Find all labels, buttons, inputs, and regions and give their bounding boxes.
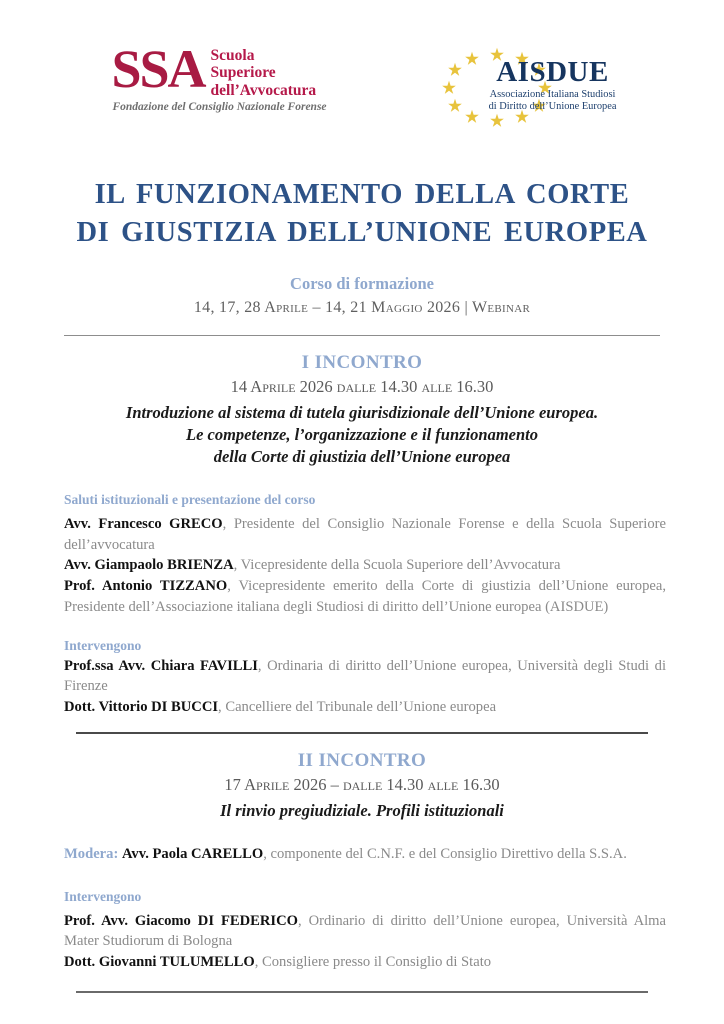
meeting-1-topic-line-1: Introduzione al sistema di tutela giurisdizionale dell’Unione europea.	[125, 402, 599, 422]
person-name: Prof. Avv. Giacomo DI FEDERICO	[64, 912, 298, 929]
ssa-word-line-3: dell’Avvocatura	[210, 81, 317, 99]
page-title-line-2: DI GIUSTIZIA DELL’UNIONE EUROPEA	[76, 216, 648, 248]
ssa-word-line-2: Superiore	[210, 64, 276, 82]
logo-header	[0, 0, 724, 132]
meeting-1-topic	[0, 402, 724, 468]
person-name: Prof. Antonio TIZZANO	[64, 578, 228, 595]
moderator-role: , componente del C.N.F. e del Consiglio Direttivo della S.S.A.	[263, 845, 627, 862]
ssa-logo-footer: Fondazione del Consiglio Nazionale Forense	[112, 101, 327, 114]
meeting-1-heading: I INCONTRO	[301, 351, 423, 373]
meeting-1-body	[58, 492, 666, 718]
course-dates: 14, 17, 28 Aprile – 14, 21 Maggio 2026 | Webinar	[193, 298, 531, 316]
person-entry	[64, 656, 666, 697]
person-name: Dott. Giovanni TULUMELLO	[64, 954, 255, 970]
divider-bottom	[76, 991, 648, 993]
ssa-logo-main	[111, 39, 317, 99]
meeting-1-topic-line-3: della Corte di giustizia dell’Unione europea	[213, 446, 511, 466]
person-entry	[64, 555, 666, 576]
aisdue-logo-text	[485, 58, 621, 114]
person-entry	[64, 514, 666, 555]
person-role: , Presidente del Consiglio Nazionale Forense e della Scuola Superiore dell’avvocatura	[64, 515, 666, 553]
moderator-name: Avv. Paola CARELLO	[121, 845, 264, 862]
subtitle	[0, 273, 724, 316]
speakers-label: Intervengono	[64, 888, 142, 904]
person-entry	[64, 952, 666, 973]
page-title	[0, 176, 724, 251]
person-role: , Cancelliere del Tribunale dell’Unione europea	[218, 699, 497, 716]
person-role: , Vicepresidente emerito della Corte di giustizia dell’Unione europea, Presidente dell’Associazione italiana degli Studiosi di diritto dell’Unione europea (AISDUE)	[64, 578, 666, 615]
person-name: Prof.ssa Avv. Chiara FAVILLI	[64, 657, 258, 674]
aisdue-name: AISDUE	[496, 56, 609, 88]
ssa-monogram: SSA	[111, 39, 205, 99]
aisdue-logo	[437, 46, 623, 132]
aisdue-subtitle	[485, 89, 621, 114]
course-type: Corso di formazione	[290, 274, 434, 294]
moderator-entry	[64, 844, 666, 865]
meeting-2-topic-line-1: Il rinvio pregiudiziale. Profili istituzionali	[220, 800, 504, 820]
person-name: Dott. Vittorio DI BUCCI	[64, 699, 219, 716]
meeting-1-datetime: 14 Aprile 2026 dalle 14.30 alle 16.30	[230, 376, 494, 396]
divider-top	[64, 335, 660, 336]
meeting-2-body	[58, 844, 666, 973]
person-role: , Vicepresidente della Scuola Superiore dell’Avvocatura	[233, 557, 561, 574]
moderator-label: Modera:	[64, 845, 119, 862]
person-name: Avv. Giampaolo BRIENZA	[64, 557, 234, 574]
divider-between-meetings	[76, 732, 648, 734]
person-role: , Ordinario di diritto dell’Unione europea, Università Alma Mater Studiorum di Bologna	[64, 912, 666, 950]
meeting-1-header	[0, 352, 724, 468]
person-name: Avv. Francesco GRECO	[64, 515, 223, 532]
greetings-label: Saluti istituzionali e presentazione del corso	[64, 491, 316, 507]
meeting-2-heading: II INCONTRO	[297, 749, 427, 771]
meeting-2-header	[0, 750, 724, 822]
ssa-logo	[111, 39, 327, 114]
ssa-logo-wordmark	[211, 47, 317, 99]
person-role: , Ordinaria di diritto dell’Unione europea, Università degli Studi di Firenze	[64, 657, 666, 695]
aisdue-sub-line-2: di Diritto dell’Unione Europea	[488, 101, 617, 113]
person-entry	[64, 576, 666, 617]
person-entry	[64, 911, 666, 952]
meeting-1-topic-line-2: Le competenze, l’organizzazione e il funzionamento	[185, 424, 538, 444]
meeting-2-datetime: 17 Aprile 2026 – dalle 14.30 alle 16.30	[224, 774, 500, 794]
page-title-line-1: IL FUNZIONAMENTO DELLA CORTE	[94, 179, 630, 210]
ssa-word-line-1: Scuola	[210, 47, 255, 64]
aisdue-sub-line-1: Associazione Italiana Studiosi	[489, 89, 616, 100]
meeting-2-topic	[0, 800, 724, 822]
speakers-label: Intervengono	[64, 637, 142, 653]
person-role: , Consigliere presso il Consiglio di Stato	[254, 954, 492, 970]
person-entry	[64, 697, 666, 718]
